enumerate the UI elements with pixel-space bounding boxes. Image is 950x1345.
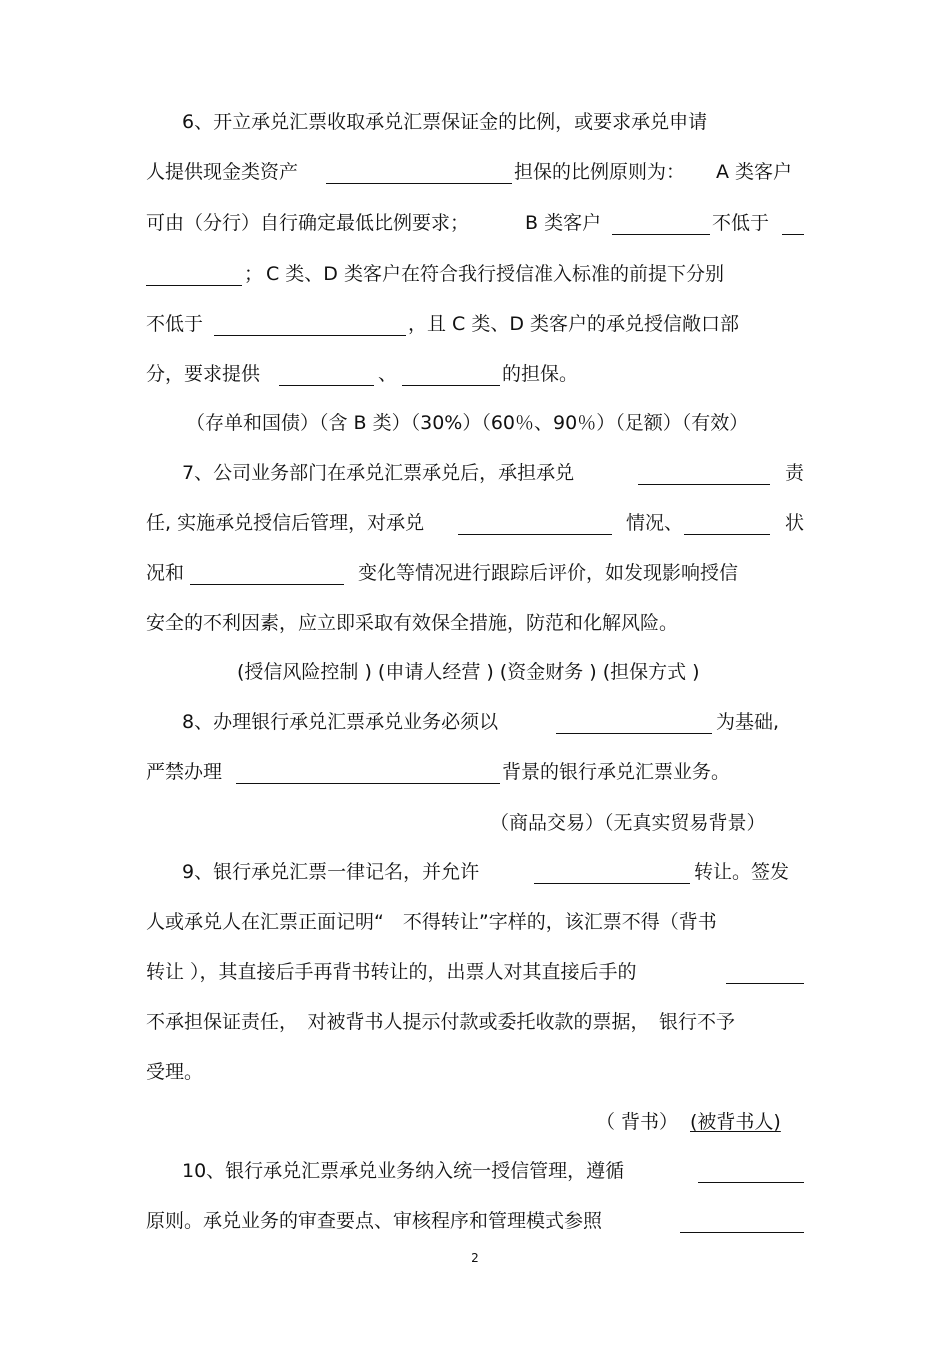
q8-text: 为基础, — [716, 711, 780, 733]
q6-text: 的担保。 — [502, 363, 579, 385]
q8-answers — [0, 806, 950, 840]
q9-line-5 — [0, 1055, 950, 1089]
fill-blank — [326, 183, 512, 184]
q6-text: 可由（分行）自行确定最低比例要求； — [146, 212, 470, 234]
q7-text: 情况、 — [626, 512, 684, 534]
fill-blank — [556, 733, 712, 734]
q6-line-1 — [0, 105, 950, 139]
q7-text: 状 — [785, 512, 805, 534]
q6-text: 6、开立承兑汇票收取承兑汇票保证金的比例，或要求承兑申请 — [182, 111, 708, 133]
q6-text: ； — [244, 263, 264, 285]
answer-key: （ 背书） — [596, 1111, 679, 1133]
fill-blank — [534, 883, 690, 884]
q6-line-4 — [0, 257, 950, 291]
q6-text: C 类、D 类客户在符合我行授信准入标准的前提下分别 — [266, 263, 724, 285]
q6-text: B 类客户 — [525, 212, 602, 234]
q7-line-4 — [0, 606, 950, 640]
fill-blank — [146, 285, 242, 286]
q9-text: 受理。 — [146, 1061, 204, 1083]
q8-text: 背景的银行承兑汇票业务。 — [502, 761, 731, 783]
fill-blank — [680, 1232, 804, 1233]
page-number: 2 — [471, 1251, 479, 1265]
q6-line-6 — [0, 357, 950, 391]
q7-line-3 — [0, 556, 950, 590]
q9-text: 转让。签发 — [694, 861, 790, 883]
fill-blank — [782, 234, 804, 235]
q6-line-3 — [0, 206, 950, 240]
fill-blank — [279, 385, 374, 386]
q9-text: 人或承兑人在汇票正面记明“ 不得转让”字样的，该汇票不得（背书 — [146, 911, 717, 933]
fill-blank — [214, 335, 406, 336]
q6-text: ，且 C 类、D 类客户的承兑授信敞口部 — [408, 313, 740, 335]
q6-text: A 类客户 — [716, 161, 793, 183]
q6-text: 人提供现金类资产 — [146, 161, 299, 183]
q9-answers — [0, 1105, 950, 1139]
fill-blank — [458, 534, 612, 535]
q9-line-2 — [0, 905, 950, 939]
q6-text: 担保的比例原则为： — [514, 161, 686, 183]
q8-text: 严禁办理 — [146, 761, 223, 783]
q10-text: 10、银行承兑汇票承兑业务纳入统一授信管理，遵循 — [182, 1160, 625, 1182]
q9-line-1 — [0, 855, 950, 889]
q6-text: 不低于 — [712, 212, 770, 234]
answer-key: (被背书人) — [690, 1111, 781, 1133]
answer-key: (授信风险控制 ) (申请人经营 ) (资金财务 ) (担保方式 ) — [237, 661, 700, 683]
q7-text: 变化等情况进行跟踪后评价，如发现影响授信 — [358, 562, 739, 584]
q7-line-2 — [0, 506, 950, 540]
fill-blank — [684, 534, 770, 535]
answer-key: （商品交易）（无真实贸易背景） — [490, 812, 766, 834]
fill-blank — [638, 484, 770, 485]
q10-line-1 — [0, 1154, 950, 1188]
q7-text: 责 — [785, 462, 805, 484]
fill-blank — [190, 584, 344, 585]
q6-line-2 — [0, 155, 950, 189]
q8-text: 8、办理银行承兑汇票承兑业务必须以 — [182, 711, 499, 733]
q9-text: 9、银行承兑汇票一律记名，并允许 — [182, 861, 480, 883]
fill-blank — [612, 234, 710, 235]
q6-text: 不低于 — [146, 313, 204, 335]
q9-text: 转让 ），其直接后手再背书转让的，出票人对其直接后手的 — [146, 961, 637, 983]
fill-blank — [236, 783, 500, 784]
q9-line-4 — [0, 1005, 950, 1039]
q7-answers — [0, 655, 950, 689]
q9-line-3 — [0, 955, 950, 989]
q10-line-2 — [0, 1204, 950, 1238]
q7-text: 况和 — [146, 562, 185, 584]
q7-text: 任, 实施承兑授信后管理，对承兑 — [146, 512, 425, 534]
fill-blank — [402, 385, 500, 386]
q10-text: 原则。承兑业务的审查要点、审核程序和管理模式参照 — [146, 1210, 603, 1232]
q6-answers — [0, 406, 950, 440]
q7-text: 安全的不利因素，应立即采取有效保全措施，防范和化解风险。 — [146, 612, 679, 634]
answer-key: （存单和国债）（含 B 类）（30%）（60％、90％）（足额）（有效） — [186, 412, 749, 434]
fill-blank — [698, 1182, 804, 1183]
fill-blank — [726, 983, 804, 984]
q8-line-1 — [0, 705, 950, 739]
q8-line-2 — [0, 755, 950, 789]
q7-line-1 — [0, 456, 950, 490]
q6-text: 、 — [378, 363, 398, 385]
q9-text: 不承担保证责任， 对被背书人提示付款或委托收款的票据， 银行不予 — [146, 1011, 736, 1033]
q7-text: 7、公司业务部门在承兑汇票承兑后，承担承兑 — [182, 462, 575, 484]
q6-line-5 — [0, 307, 950, 341]
q6-text: 分，要求提供 — [146, 363, 261, 385]
